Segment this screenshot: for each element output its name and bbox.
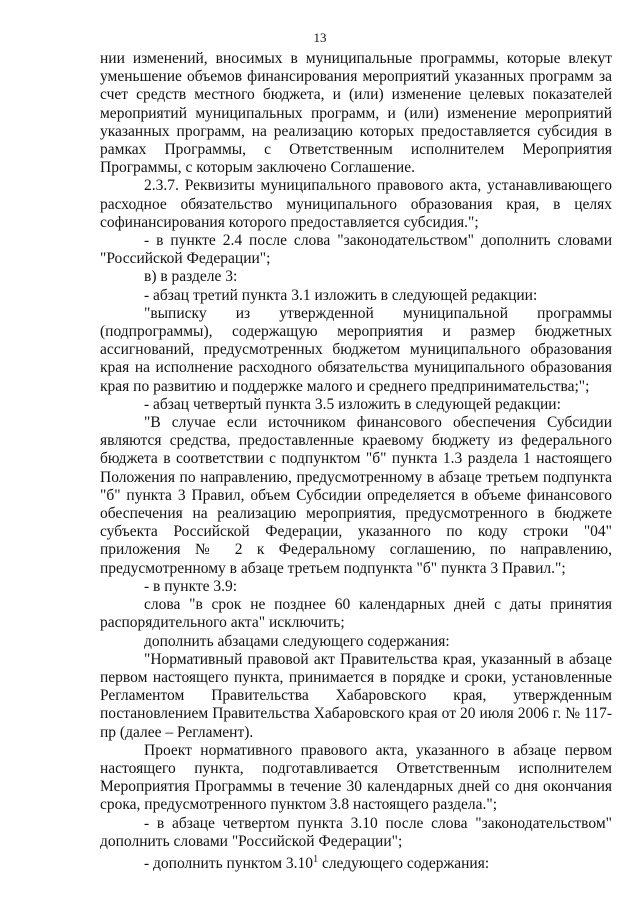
paragraph-quote-3-5: "В случае если источником финансового обеспечения Субсидии являются средства, предоставленные краевому бюджету из федерального бюджета в соответствии с подпунктом "б" пункта 1.3 раздела 1 настоящего Положения по направлению, предусмотренному в абзаце третьем подпункта "б" пункта 3 Правил, объем Субсидии определяется в объеме финансового обеспечения на реализацию мероприятия, предусмотренного в бюджете субъекта Российской Федерации, указанного по коду строки "04" приложения № 2 к Федеральному соглашению, по направлению, предусмотренному в абзаце третьем подпункта "б" пункта 3 Правил."; xyxy=(100,414,612,577)
paragraph-quote-3-1: "выписку из утвержденной муниципальной программы (подпрограммы), содержащую мероприятия и размер бюджетных ассигнований, предусмотренных бюджетом муниципального образования края на исполнение расходного обязательства муниципального образования края по развитию и поддержке малого и среднего предпринимательства;"; xyxy=(100,304,612,395)
last-paragraph-before: - дополнить пунктом 3.10 xyxy=(144,855,314,873)
last-paragraph-superscript: 1 xyxy=(313,853,319,865)
paragraph-point-3-1: - абзац третий пункта 3.1 изложить в следующей редакции: xyxy=(144,286,538,304)
paragraph-point-3-9: - в пункте 3.9: xyxy=(144,577,238,595)
paragraph-point-3-10: - в абзаце четвертом пункта 3.10 после слова "законодательством" дополнить словами "Российской Федерации"; xyxy=(100,814,612,850)
document-body xyxy=(100,50,612,873)
paragraph-draft-act: Проект нормативного правового акта, указанного в абзаце первом настоящего пункта, подготавливается Ответственным исполнителем Мероприятия Программы в течение 30 календарных дней со дня окончания срока, предусмотренного пунктом 3.8 настоящего раздела."; xyxy=(100,741,612,814)
paragraph-add-paragraphs: дополнить абзацами следующего содержания: xyxy=(144,632,450,650)
paragraph-quote-regulation: "Нормативный правовой акт Правительства края, указанный в абзаце первом настоящего пункта, принимается в порядке и сроки, установленные Регламентом Правительства Хабаровского края, утвержденным постановлением Правительства Хабаровского края от 20 июля 2006 г. № 117-пр (далее – Регламент). xyxy=(100,650,612,741)
paragraph-exclude-words: слова "в срок не позднее 60 календарных дней с даты принятия распорядительного акта" исключить; xyxy=(100,596,612,632)
paragraph-section-3: в) в разделе 3: xyxy=(144,268,238,286)
last-paragraph-after: следующего содержания: xyxy=(318,855,490,873)
paragraph-continuation: нии изменений, вносимых в муниципальные программы, которые влекут уменьшение объемов финансирования мероприятий указанных программ за счет средств местного бюджета, и (или) изменение целевых показателей мероприятий муниципальных программ, и (или) изменение мероприятий указанных программ, на реализацию которых предоставляется субсидия в рамках Программы, с Ответственным исполнителем Мероприятия Программы, с которым заключено Соглашение. xyxy=(100,50,612,177)
paragraph-2-3-7: 2.3.7. Реквизиты муниципального правового акта, устанавливающего расходное обязательство муниципального образования края, в целях софинансирования которого предоставляется субсидия."; xyxy=(100,177,612,231)
paragraph-point-2-4: - в пункте 2.4 после слова "законодательством" дополнить словами "Российской Федерации"; xyxy=(100,232,612,268)
paragraph-add-point-3-10-1 xyxy=(100,851,612,873)
paragraph-point-3-5: - абзац четвертый пункта 3.5 изложить в следующей редакции: xyxy=(144,395,561,413)
page-number: 13 xyxy=(313,30,327,45)
